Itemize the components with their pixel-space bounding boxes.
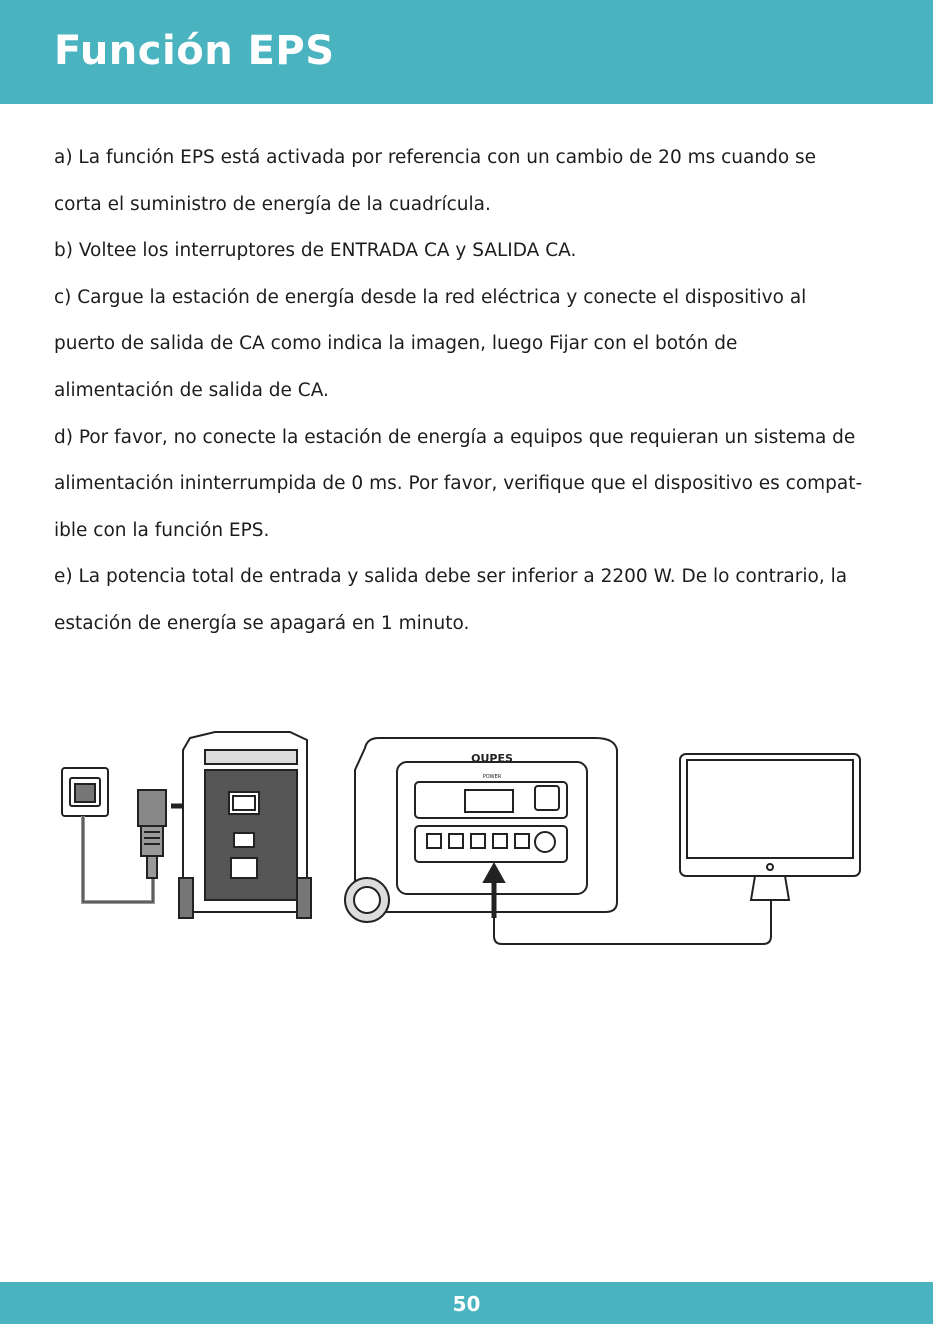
instructions-text — [54, 135, 904, 648]
instruction-line: d) Por favor, no conecte la estación de energía a equipos que requieran un sistema de — [54, 426, 856, 448]
page-footer — [0, 1282, 933, 1324]
instruction-line: corta el suministro de energía de la cuadrícula. — [54, 193, 491, 215]
page-title: Función EPS — [54, 28, 335, 74]
page-number: 50 — [452, 1292, 481, 1316]
instruction-line: e) La potencia total de entrada y salida debe ser inferior a 2200 W. De lo contrario, la — [54, 566, 848, 588]
power-station-front-icon — [345, 738, 617, 922]
eps-connection-diagram — [55, 730, 865, 950]
ac-plug-icon — [138, 790, 166, 878]
monitor-icon — [680, 754, 860, 900]
power-label: POWER — [482, 774, 502, 780]
instruction-line: alimentación ininterrumpida de 0 ms. Por favor, verifique que el dispositivo es compat- — [54, 473, 863, 495]
instruction-line: ible con la función EPS. — [54, 519, 270, 541]
wall-outlet-icon — [62, 768, 108, 816]
instruction-line: a) La función EPS está activada por referencia con un cambio de 20 ms cuando se — [54, 147, 817, 168]
instruction-line: puerto de salida de CA como indica la imagen, luego Fijar con el botón de — [54, 333, 738, 355]
power-station-rear-icon — [179, 732, 311, 918]
instruction-line: alimentación de salida de CA. — [54, 379, 329, 401]
page-header — [0, 0, 933, 104]
brand-logo: OUPES — [471, 752, 513, 765]
instruction-line: c) Cargue la estación de energía desde la red eléctrica y conecte el dispositivo al — [54, 286, 807, 308]
instruction-line: b) Voltee los interruptores de ENTRADA CA y SALIDA CA. — [54, 240, 577, 262]
instruction-line: estación de energía se apagará en 1 minuto. — [54, 612, 470, 634]
